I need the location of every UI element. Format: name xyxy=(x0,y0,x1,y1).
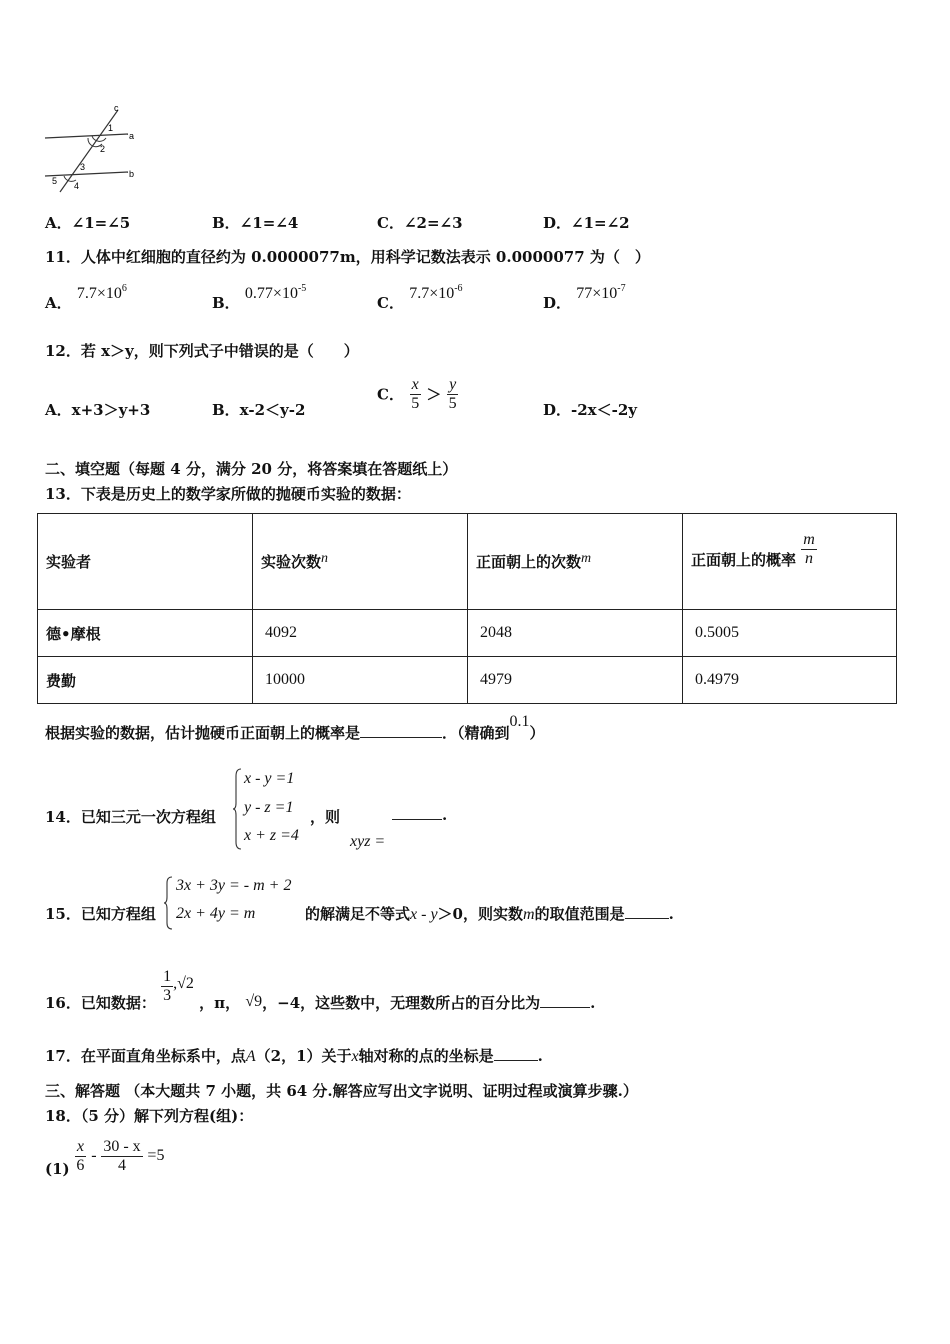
q16-line: 16．已知数据： $\frac{1}{3}$ ,√2 ，π， √9，−4，这些数中，无理数所占的百分比为 . xyxy=(45,968,596,1013)
q18-equation: (1) $\frac{x}{6}$ - $\frac{30 - x}{4}$ =5 xyxy=(45,1138,165,1179)
table-cell: 10000 xyxy=(253,657,468,704)
table-cell: 德•摩根 xyxy=(38,610,253,657)
table-cell: 费勤 xyxy=(38,657,253,704)
table-header-cell: 实验次数n xyxy=(253,514,468,610)
q14-eq2: y - z =1 xyxy=(244,799,294,816)
table-cell: 2048 xyxy=(468,610,683,657)
q15-eq1: 3x + 3y = - m + 2 xyxy=(176,877,292,894)
q11-option-b: B． $0.77\times 10^{-5}$ xyxy=(212,283,307,312)
table-row xyxy=(38,610,897,657)
table-cell: 4979 xyxy=(468,657,683,704)
table-header-cell: 正面朝上的概率 $\frac{m}{n}$ xyxy=(683,514,897,610)
table-row xyxy=(38,657,897,704)
coin-experiment-table xyxy=(37,513,897,704)
table-header-row xyxy=(38,514,897,610)
table-cell: 0.5005 xyxy=(683,610,897,657)
figure-label-1: 1 xyxy=(108,123,114,133)
q11-option-a: A． $7.7\times 10^6$ xyxy=(45,283,127,312)
figure-label-4: 4 xyxy=(74,181,80,191)
q13-stem: 13．下表是历史上的数学家所做的抛硬币实验的数据： xyxy=(45,485,411,503)
q14-stem: 14．已知三元一次方程组 xyxy=(45,808,216,826)
q10-option-d: D．∠1=∠2 xyxy=(543,214,630,232)
q17-line: 17．在平面直角坐标系中，点A（2，1）关于x轴对称的点的坐标是 . xyxy=(45,1047,543,1065)
table-header-cell: 实验者 xyxy=(38,514,253,610)
figure-label-3: 3 xyxy=(80,162,86,172)
q11-option-d: D． $77\times 10^{-7}$ xyxy=(543,283,626,312)
parallel-lines-figure xyxy=(40,100,150,195)
figure-label-2: 2 xyxy=(100,144,106,154)
q14-eq1: x - y =1 xyxy=(244,770,295,787)
q15-condition: 的解满足不等式x - y＞0，则实数m的取值范围是 . xyxy=(305,905,674,923)
table-cell: 0.4979 xyxy=(683,657,897,704)
section2-heading: 二、填空题（每题 4 分，满分 20 分，将答案填在答题纸上） xyxy=(45,460,458,478)
q10-option-a: A．∠1=∠5 xyxy=(45,214,131,232)
q11-option-c: C． $7.7\times 10^{-6}$ xyxy=(377,283,463,312)
table-header-cell: 正面朝上的次数m xyxy=(468,514,683,610)
q15-eq2: 2x + 4y = m xyxy=(176,905,256,922)
q12-option-a: A．x+3＞y+3 xyxy=(45,401,151,419)
q13-tail: 根据实验的数据，估计抛硬币正面朝上的概率是 ．（精确到0.1） xyxy=(45,713,545,742)
q14-then: ，则 xyxy=(310,808,341,826)
section3-heading: 三、解答题 （本大题共 7 小题，共 64 分.解答应写出文字说明、证明过程或演算步骤.） xyxy=(45,1082,638,1100)
table-cell: 4092 xyxy=(253,610,468,657)
q10-option-b: B．∠1=∠4 xyxy=(212,214,299,232)
q15-stem: 15．已知方程组 xyxy=(45,905,156,923)
q10-option-c: C．∠2=∠3 xyxy=(377,214,463,232)
sqrt9-value: √9 xyxy=(245,993,263,1011)
figure-label-c: c xyxy=(114,103,119,113)
q14-brace xyxy=(232,768,242,850)
q12-option-d: D．-2x＜-2y xyxy=(543,401,637,419)
q11-stem: 11．人体中红细胞的直径约为 0.0000077m，用科学记数法表示 0.0000077 为（ ） xyxy=(45,248,650,266)
q14-expr: xyz = xyxy=(350,833,386,850)
q12-option-b: B．x-2＜y-2 xyxy=(212,401,306,419)
sqrt2-value: √2 xyxy=(177,975,194,993)
q12-option-c: C． $\frac{x}{5}$ ＞ $\frac{y}{5}$ xyxy=(377,376,457,412)
q18-stem: 18．（5 分）解下列方程(组)： xyxy=(45,1107,254,1125)
q12-stem: 12．若 x＞y，则下列式子中错误的是（ ） xyxy=(45,342,359,360)
q14-answer-blank: . xyxy=(392,806,447,824)
figure-label-5: 5 xyxy=(52,176,58,186)
q14-eq3: x + z =4 xyxy=(244,827,299,844)
figure-label-b: b xyxy=(129,169,135,179)
q15-brace xyxy=(163,876,173,930)
figure-label-a: a xyxy=(129,131,135,141)
